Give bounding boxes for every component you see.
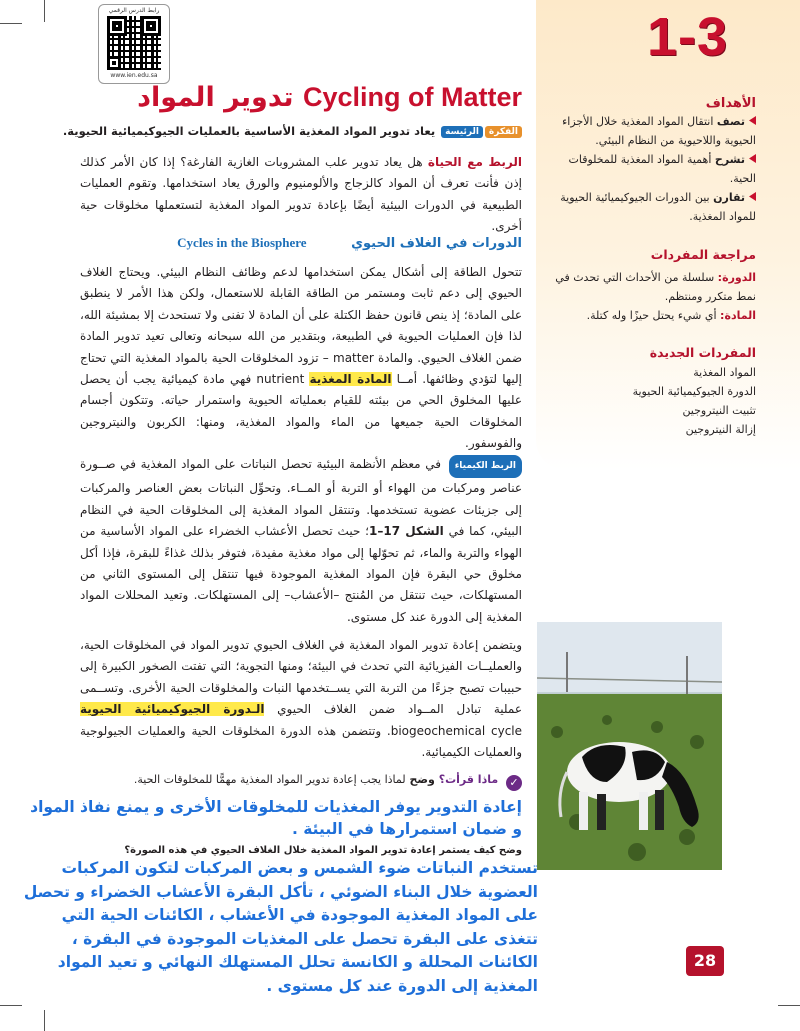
trim-mark: [778, 1005, 800, 1006]
qr-code-icon[interactable]: [107, 16, 161, 70]
bullet-icon: [749, 116, 756, 125]
review-item: الدورة: سلسلة من الأحداث التي تحدث في نمط متكرر ومنتظم.: [555, 271, 756, 303]
section-heading: [80, 235, 522, 251]
trim-mark: [44, 1010, 45, 1031]
body-paragraph: ويتضمن إعادة تدوير المواد المغذية في الغلاف الحيوي تدوير المواد في المخلوقات الحية، والعمليــات الفيزيائية التي تحدث في البيئة؛ ومنها التجوية؛ التي تفتت الصخور الكبيرة إلى حبيبات تصبح جزءًا من التربة التي يســتخدمها النبات والمخلوقات الحية الأخرى. وتســمى عملية تبادل المــواد ضمن الغلاف الحيوي الـدورة الجيوكيميائية الحيوية biogeochemical cycle. وتتضمن هذه الدورة المخلوقات الحية والعمليات الجيولوجية والعمليات الكيميائية.: [80, 638, 523, 760]
vocab-highlight: الـدورة الجيوكيميائية الحيوية: [80, 702, 265, 717]
review-vocab-heading: مراجعة المفردات: [650, 247, 756, 262]
lesson-number: 1-3: [646, 7, 728, 67]
new-vocab-list: [546, 363, 756, 439]
review-item: المادة: أي شيء يحتل حيزًا وله كتلة.: [586, 309, 756, 322]
qr-caption: رابط الدرس الرقمي: [108, 7, 160, 14]
bullet-icon: [749, 192, 756, 201]
reading-check-question: [62, 773, 522, 791]
review-vocab-list: [546, 268, 756, 325]
lesson-title-ar: تدوير المواد: [137, 82, 294, 113]
body-paragraph: تتحول الطاقة إلى أشكال يمكن استخدامها لدعم وظائف النظام البيئي. ويحتاج الغلاف الحيوي إلى دعم ثابت ومستمر من الطاقة القابلة للاستعمال، ولكن هذا الأمر لا ينطبق على المادة؛ إذ ينص قانون حفظ الكتلة على أن المادة لا تفنى ولا تستحدث إلا بمشيئة الله، لذا فإن العمليات الحيوية في الطبيعة، وبتقدير من الله سبحانه وتعالى تعيد تدوير المادة ضمن الغلاف الحيوي. والمادة matter – تزود المخلوقات الحية بالمواد المغذية التي تحتاج إليها لتؤدي وظائفها. أمــا المادة المغذية nutrient فهي مادة كيميائية يجب أن يحصل عليها المخلوق الحي من بيئته للقيام بعملياته الحيوية واستمرار حياته. وتتكون أجسام المخلوقات الحية جميعها من الماء والمواد المغذية، ومنها: الكربون والنيتروجين والفوسفور.: [80, 265, 523, 451]
main-idea-text: يعاد تدوير المواد المغذية الأساسية بالعمليات الجيوكيميائية الحيوية.: [62, 124, 436, 138]
checkmark-icon: ✓: [506, 775, 522, 791]
real-world-paragraph: [80, 152, 522, 238]
vocab-item: الدورة الجيوكيميائية الحيوية: [632, 385, 756, 398]
cow-illustration: [537, 622, 722, 870]
objective-item: تصف انتقال المواد المغذية خلال الأجزاء الحيوية واللاحيوية من النظام البيئي.: [562, 115, 756, 147]
lesson-title-en: Cycling of Matter: [302, 82, 522, 112]
sidebar-panel: [536, 0, 800, 470]
real-world-lead: الربط مع الحياة: [427, 155, 522, 169]
real-world-text: هل يعاد تدوير علب المشروبات الغازية الفارغة؟ إذا كان الأمر كذلك إذن فأنت تعرف أن المواد كالزجاج والألومنيوم والورق يعاد استخدامها. وتقوم العمليات الطبيعية في الدورات البيئية أيضًا بإعادة تدوير المواد المغذية لتستعملها مخلوقات حية أخرى.: [80, 155, 522, 234]
trim-mark: [0, 23, 22, 24]
section-title-en: Cycles in the Biosphere: [177, 235, 307, 250]
vocab-highlight: المادة المغذية: [309, 372, 392, 387]
bullet-icon: [749, 154, 756, 163]
trim-mark: [0, 1005, 22, 1006]
cow-grazing-photo: [537, 622, 722, 870]
objective-item: تقارن بين الدورات الجيوكيميائية الحيوية للمواد المغذية.: [560, 191, 756, 223]
main-idea-tag: الفكرة: [485, 126, 522, 138]
reading-check-verb: وضح: [409, 773, 435, 786]
handwritten-answer-1: إعادة التدوير يوفر المغذيات للمخلوقات الأخرى و يمنع نفاذ المواد و ضمان استمرارها في البيئة .: [30, 798, 522, 838]
main-idea: [62, 124, 522, 138]
reading-check-text: لماذا يجب إعادة تدوير المواد المغذية مهمًّا للمخلوقات الحية.: [133, 773, 406, 786]
body-paragraph: الربط الكيمياء في معظم الأنظمة البيئية تحصل النباتات على المواد المغذية في صــورة عناصر ومركبات من الهواء أو التربة أو المــاء. وتحوِّل النباتات بعض العناصر والمركبات إلى جزيئات عضوية تستخدمها. وتنتقل المواد المغذية إلى المخلوقات الحية في النظام البيئي، كما في الشكل 17–1؛ حيث تحصل الأعشاب الخضراء على المواد الأساسية من الهواء والتربة والماء، ثم تحوّلها إلى مواد مغذية مفيدة، فتوفر بذلك غذاءً للبقرة، فإذا أكل مخلوق حي البقرة فإن المواد المغذية الموجودة فيها تنتقل إلى المستوى الثاني من المستهلكات، حيث تنتقل من المُنتج –الأعشاب– إلى المستهلكات. وتعيد المحللات المواد المغذية إلى الدورة عند كل مستوى.: [80, 457, 522, 624]
vocab-item: المواد المغذية: [693, 366, 756, 379]
vocab-item: تثبيت النيتروجين: [682, 404, 756, 417]
chemistry-connection-badge[interactable]: الربط الكيمياء: [449, 455, 522, 478]
new-vocab-heading: المفردات الجديدة: [649, 345, 756, 360]
lesson-title: [22, 82, 522, 113]
handwritten-answer-2: تستخدم النباتات ضوء الشمس و بعض المركبات لتكون المركبات العضوية خلال البناء الضوئي ، تأكل البقرة الأعشاب الخضراء و تحصل على المواد المغذية الموجودة في الأعشاب ، الكائنات الحية التي تتغذى على البقرة تحصل على المغذيات الموجودة في البقرة ، الكائنات المحللة و الكانسة تحلل المستهلك النهائي و تعيد المواد المغذية إلى الدورة عند كل مستوى .: [23, 859, 538, 995]
trim-mark: [44, 0, 45, 22]
reading-check-lead: ماذا قرأت؟: [438, 773, 499, 786]
objective-item: تشرح أهمية المواد المغذية للمخلوقات الحية.: [568, 153, 756, 185]
qr-code-block[interactable]: [98, 4, 170, 84]
section-title-ar: الدورات في الغلاف الحيوي: [351, 236, 522, 251]
objectives-heading: الأهداف: [705, 96, 756, 111]
main-idea-tag: الرئيسة: [441, 126, 483, 138]
objectives-list: [546, 112, 756, 226]
qr-url[interactable]: www.ien.edu.sa: [110, 72, 158, 79]
figure-reference[interactable]: الشكل 17–1: [369, 524, 444, 539]
page-number: 28: [686, 946, 724, 976]
photo-question: وضح كيف يستمر إعادة تدوير المواد المغذية خلال الغلاف الحيوي في هذه الصورة؟: [124, 845, 522, 856]
vocab-item: إزالة النيتروجين: [685, 423, 756, 436]
